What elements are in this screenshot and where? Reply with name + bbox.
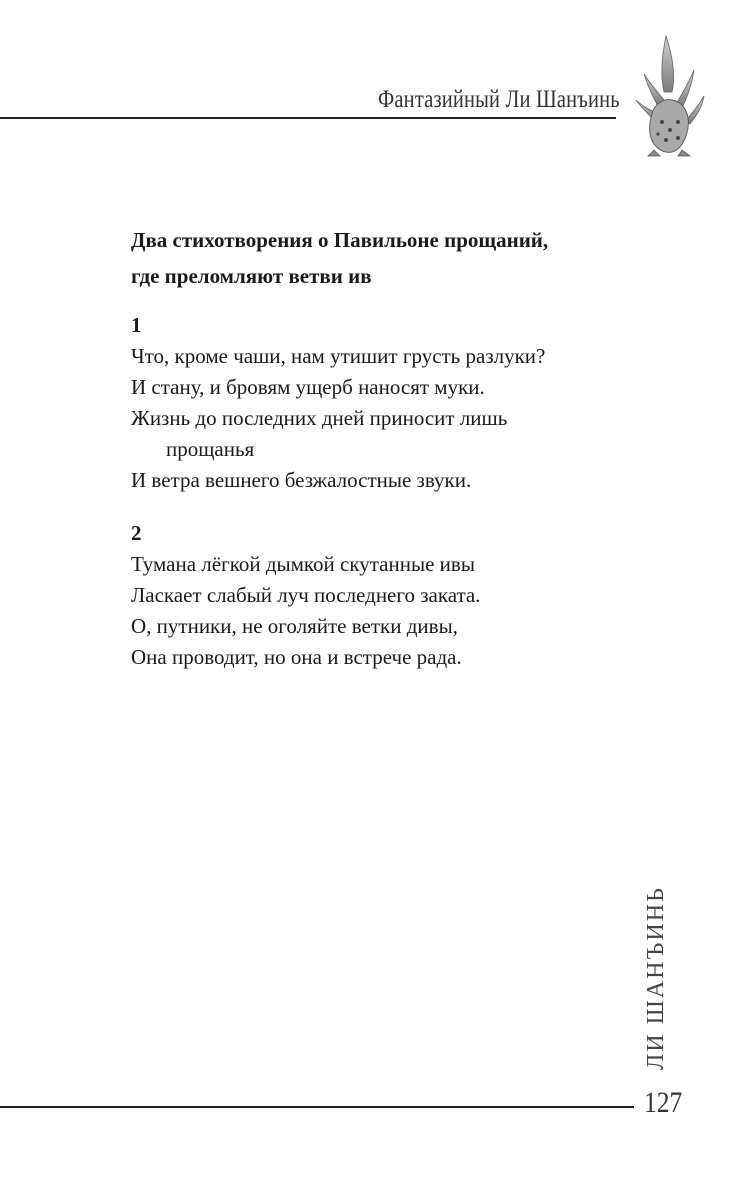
poem-line-continuation: прощанья <box>166 437 255 461</box>
running-head-title: Фантазийный Ли Шанъинь <box>378 86 620 113</box>
poem-line: И ветра вешнего безжалостные звуки. <box>131 468 472 492</box>
section-number: 2 <box>131 521 142 545</box>
section-number: 1 <box>131 313 142 337</box>
side-author-name: ЛИ ШАНЪИНЬ <box>643 886 669 1070</box>
poem-line: Что, кроме чаши, нам утишит грусть разлуки? <box>131 344 546 368</box>
poem-line: Ласкает слабый луч последнего заката. <box>131 583 481 607</box>
flame-beast-figurine-icon <box>632 34 708 158</box>
poem-title-line: где преломляют ветви ив <box>131 264 372 288</box>
footer-rule <box>0 1106 634 1108</box>
header-rule <box>0 117 616 119</box>
poem-line: Она проводит, но она и встрече рада. <box>131 645 462 669</box>
poem-line: И стану, и бровям ущерб наносят муки. <box>131 375 485 399</box>
page-number: 127 <box>644 1086 683 1119</box>
poem-line: О, путники, не оголяйте ветки дивы, <box>131 614 458 638</box>
poem-line: Тумана лёгкой дымкой скутанные ивы <box>131 552 475 576</box>
poem-section-2 <box>131 517 651 673</box>
poem-title <box>131 222 651 294</box>
poem-section-1 <box>131 309 651 496</box>
poem-line: Жизнь до последних дней приносит лишь <box>131 406 508 430</box>
poem-title-line: Два стихотворения о Павильоне прощаний, <box>131 228 549 252</box>
